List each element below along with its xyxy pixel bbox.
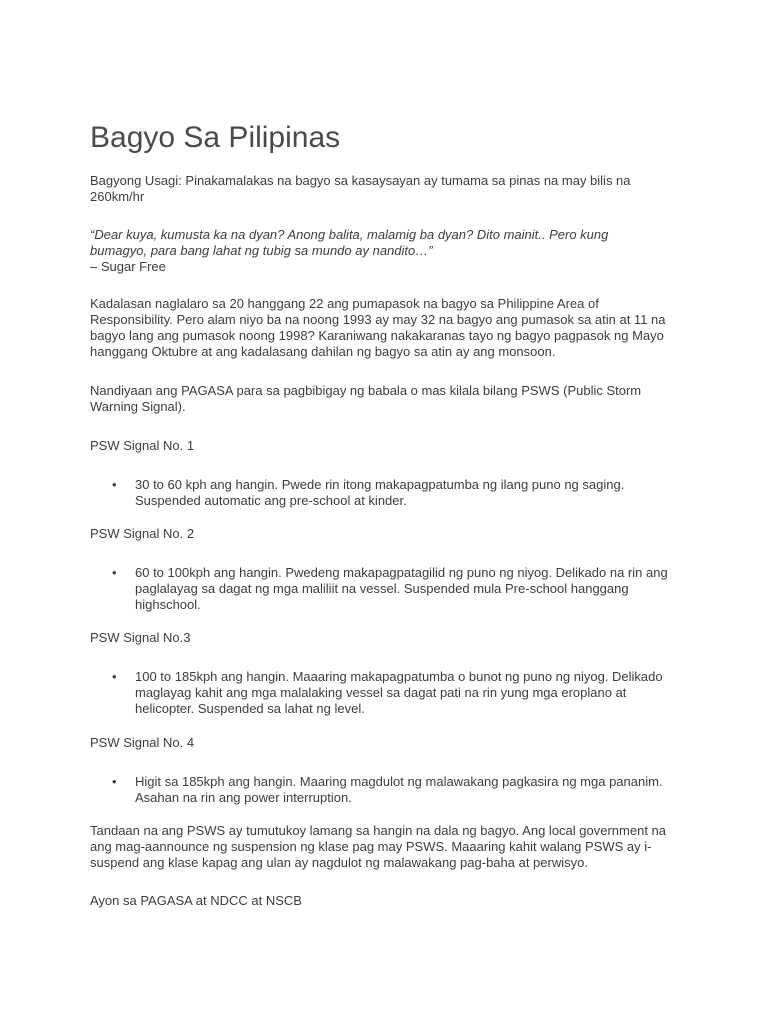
quote-author: – Sugar Free xyxy=(90,259,166,274)
text-line: 30 to 60 kph ang hangin. Pwede rin itong makapagpatumba ng ilang puno ng saging. xyxy=(135,477,625,492)
bullet-icon: • xyxy=(112,565,117,580)
text-line: 60 to 100kph ang hangin. Pwedeng makapagpatagilid ng puno ng niyog. Delikado na rin ang xyxy=(135,565,668,580)
bullet-icon: • xyxy=(112,669,117,684)
text-line: Responsibility. Pero alam niyo ba na noong 1993 ay may 32 na bagyo ang pumasok sa atin at 11 na xyxy=(90,312,666,327)
paragraph-source: Ayon sa PAGASA at NDCC at NSCB xyxy=(90,893,302,908)
signal-2-heading: PSW Signal No. 2 xyxy=(90,526,195,541)
text-line: bagyo lang ang pumasok noong 1998? Karaniwang nakakaranas tayo ng bagyo pagpasok ng Mayo xyxy=(90,328,664,343)
text-line: Higit sa 185kph ang hangin. Maaring magdulot ng malawakang pagkasira ng mga pananim. xyxy=(135,774,663,789)
text-line: hanggang Oktubre at ang kadalasang dahilan ng bagyo sa atin ay ang monsoon. xyxy=(90,344,556,359)
intro-paragraph xyxy=(90,173,690,205)
text-line: Asahan na rin ang power interruption. xyxy=(135,790,352,805)
signal-1-heading: PSW Signal No. 1 xyxy=(90,438,195,453)
bullet-icon: • xyxy=(112,774,117,789)
text-line: “Dear kuya, kumusta ka na dyan? Anong balita, malamig ba dyan? Dito mainit.. Pero kung xyxy=(90,227,609,242)
text-line: ang mag-aannounce ng suspension ng klase pag may PSWS. Maaaring kahit walang PSWS ay i- xyxy=(90,839,652,854)
paragraph-local-government xyxy=(90,823,690,871)
text-line: Tandaan na ang PSWS ay tumutukoy lamang sa hangin na dala ng bagyo. Ang local government na xyxy=(90,823,666,838)
quote-paragraph xyxy=(90,227,690,259)
text-line: paglalayag sa dagat ng mga maliliit na vessel. Suspended mula Pre-school hanggang xyxy=(135,581,629,596)
paragraph-psws xyxy=(90,383,690,415)
paragraph-storm-frequency xyxy=(90,296,690,360)
bullet-icon: • xyxy=(112,477,117,492)
text-line: highschool. xyxy=(135,597,201,612)
text-line: Kadalasan naglalaro sa 20 hanggang 22 ang pumapasok na bagyo sa Philippine Area of xyxy=(90,296,599,311)
text-line: Bagyong Usagi: Pinakamalakas na bagyo sa kasaysayan ay tumama sa pinas na may bilis na xyxy=(90,173,631,188)
text-line: maglayag kahit ang mga malalaking vessel sa dagat pati na rin yung mga eroplano at xyxy=(135,685,627,700)
text-line: 260km/hr xyxy=(90,189,145,204)
text-line: 100 to 185kph ang hangin. Maaaring makapagpatumba o bunot ng puno ng niyog. Delikado xyxy=(135,669,663,684)
signal-3-heading: PSW Signal No.3 xyxy=(90,630,191,645)
text-line: helicopter. Suspended sa lahat ng level. xyxy=(135,701,365,716)
text-line: Warning Signal). xyxy=(90,399,186,414)
text-line: Suspended automatic ang pre-school at kinder. xyxy=(135,493,407,508)
page-title: Bagyo Sa Pilipinas xyxy=(90,121,341,154)
signal-4-heading: PSW Signal No. 4 xyxy=(90,735,195,750)
text-line: bumagyo, para bang lahat ng tubig sa mundo ay nandito…” xyxy=(90,243,433,258)
text-line: suspend ang klase kapag ang ulan ay nagdulot ng malawakang pag-baha at perwisyo. xyxy=(90,855,588,870)
text-line: Nandiyaan ang PAGASA para sa pagbibigay ng babala o mas kilala bilang PSWS (Public Storm xyxy=(90,383,642,398)
